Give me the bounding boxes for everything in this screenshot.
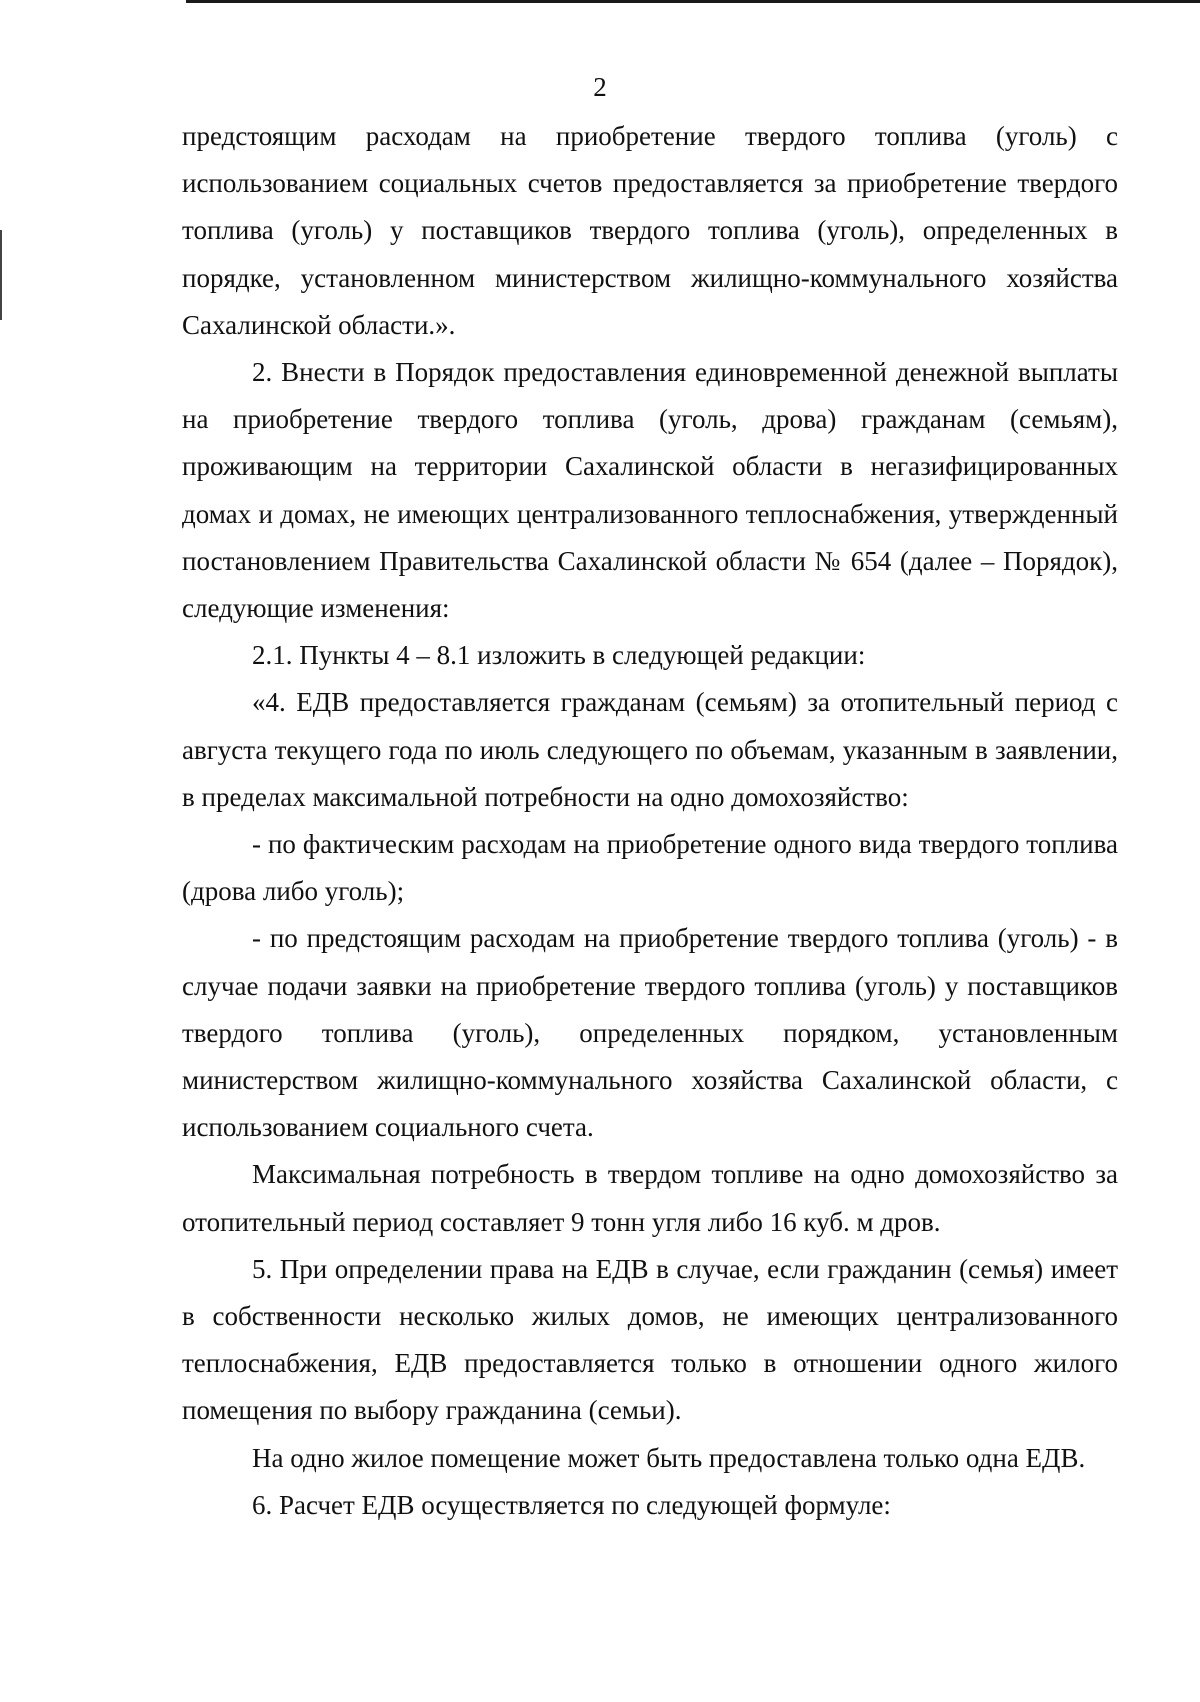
paragraph-point-4: «4. ЕДВ предоставляется гражданам (семьям) за отопительный период с августа текущего года по июль следующего по объемам, указанным в заявлении, в пределах максимальной потребности на одно домохозяйство: [182,687,1118,812]
paragraph-item-2: 2. Внести в Порядок предоставления единовременной денежной выплаты на приобретение твердого топлива (уголь, дрова) гражданам (семьям), проживающим на территории Сахалинской области в негазифицированных домах и домах, не имеющих централизованного теплоснабжения, утвержденный постановлением Правительства Сахалинской области № 654 (далее – Порядок), следующие изменения: [182,357,1118,624]
paragraph-bullet-actual-expenses: - по фактическим расходам на приобретение одного вида твердого топлива (дрова либо уголь); [182,829,1118,907]
paragraph-continuation: предстоящим расходам на приобретение твердого топлива (уголь) с использованием социальных счетов предоставляется за приобретение твердого топлива (уголь) у поставщиков твердого топлива (уголь), определенных в порядке, установленном министерством жилищно-коммунального хозяйства Сахалинской области.». [182,121,1118,340]
paragraph-one-edv: На одно жилое помещение может быть предоставлена только одна ЕДВ. [252,1442,1086,1473]
paragraph-point-6: 6. Расчет ЕДВ осуществляется по следующей формуле: [252,1489,891,1520]
document-body [182,113,1118,1529]
paragraph-max-need: Максимальная потребность в твердом топливе на одно домохозяйство за отопительный период составляет 9 тонн угля либо 16 куб. м дров. [182,1159,1118,1237]
scan-left-edge-mark [0,230,2,320]
paragraph-item-2-1: 2.1. Пункты 4 – 8.1 изложить в следующей редакции: [252,640,866,671]
scan-top-border [186,0,1200,3]
paragraph-bullet-upcoming-expenses: - по предстоящим расходам на приобретение твердого топлива (уголь) - в случае подачи заявки на приобретение твердого топлива (уголь) у поставщиков твердого топлива (уголь), определенных порядком, установленным министерством жилищно-коммунального хозяйства Сахалинской области, с использованием социального счета. [182,923,1118,1143]
page-number: 2 [593,72,607,102]
paragraph-point-5: 5. При определении права на ЕДВ в случае, если гражданин (семья) имеет в собственности несколько жилых домов, не имеющих централизованного теплоснабжения, ЕДВ предоставляется только в отношении одного жилого помещения по выбору гражданина (семьи). [182,1253,1118,1426]
